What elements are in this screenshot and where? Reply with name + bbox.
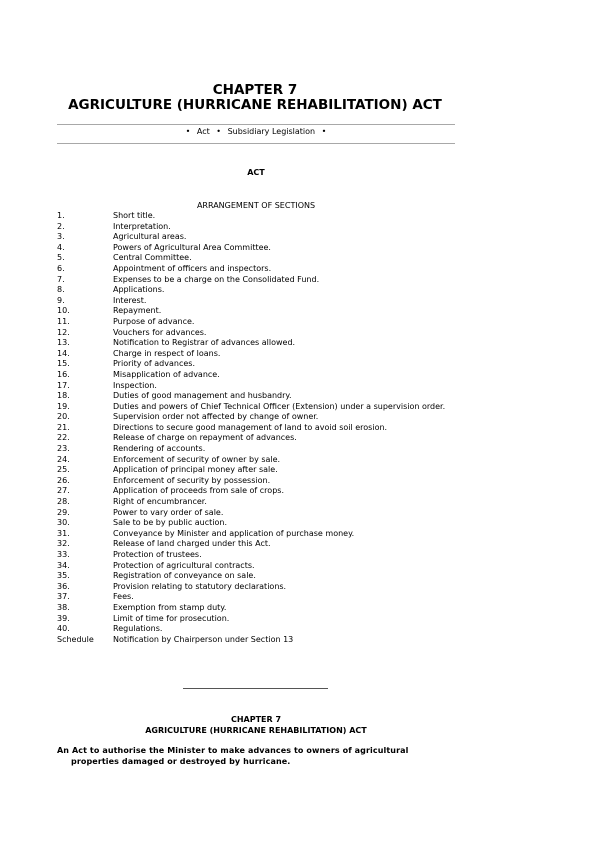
section-number: 3. (57, 232, 65, 242)
section-number: 31. (57, 528, 70, 538)
section-number: 39. (57, 613, 70, 623)
bottom-rule (57, 143, 455, 144)
section-number: 21. (57, 422, 70, 432)
section-entry[interactable] (57, 635, 455, 646)
section-number: 28. (57, 497, 70, 507)
section-title[interactable]: Duties of good management and husbandry. (113, 391, 292, 401)
bullet-glyph: • (185, 127, 191, 136)
section-number: 29. (57, 507, 70, 517)
section-number: 10. (57, 306, 70, 316)
section-title[interactable]: Short title. (113, 211, 156, 220)
section-number: 33. (57, 550, 70, 559)
section-title[interactable]: Central Committee. (113, 253, 192, 263)
section-title[interactable]: Notification by Chairperson under Section 13 (113, 634, 294, 644)
act-heading: ACT (247, 168, 265, 177)
section-title[interactable]: Powers of Agricultural Area Committee. (113, 242, 271, 252)
act-title-heading: AGRICULTURE (HURRICANE REHABILITATION) ACT (68, 97, 442, 113)
section-number: 35. (57, 571, 70, 581)
section-entry[interactable] (57, 592, 455, 603)
section-title[interactable]: Fees. (113, 592, 134, 602)
section-entry[interactable] (57, 402, 455, 413)
section-title[interactable]: Exemption from stamp duty. (113, 602, 227, 612)
section-entry[interactable] (57, 328, 455, 339)
section-entry[interactable] (57, 455, 455, 466)
section-entry[interactable] (57, 211, 455, 222)
section-title[interactable]: Directions to secure good management of land to avoid soil erosion. (113, 422, 388, 432)
section-entry[interactable] (57, 285, 455, 296)
bullet-glyph: • (321, 127, 327, 136)
section-entry[interactable] (57, 603, 455, 614)
section-title[interactable]: Conveyance by Minister and application of purchase money. (113, 528, 355, 538)
section-number: 20. (57, 412, 70, 422)
body-act-title: AGRICULTURE (HURRICANE REHABILITATION) ACT (145, 726, 367, 735)
section-number: 19. (57, 401, 70, 411)
section-number: 5. (57, 253, 65, 263)
section-title[interactable]: Expenses to be a charge on the Consolidated Fund. (113, 274, 320, 284)
section-number: 1. (57, 211, 65, 220)
section-entry[interactable] (57, 486, 455, 497)
section-entry[interactable] (57, 582, 455, 593)
section-title[interactable]: Interpretation. (113, 221, 171, 231)
section-entry[interactable] (57, 423, 455, 434)
section-entry[interactable] (57, 381, 455, 392)
section-number: 23. (57, 444, 70, 454)
section-number: 12. (57, 327, 70, 337)
section-entry[interactable] (57, 306, 455, 317)
section-title[interactable]: Priority of advances. (113, 359, 195, 369)
section-title[interactable]: Application of proceeds from sale of crops. (113, 486, 284, 496)
section-number: 16. (57, 369, 70, 379)
section-entry[interactable] (57, 338, 455, 349)
section-title[interactable]: Limit of time for prosecution. (113, 613, 230, 623)
section-entry[interactable] (57, 561, 455, 572)
section-title[interactable]: Inspection. (113, 380, 157, 390)
section-title[interactable]: Protection of agricultural contracts. (113, 560, 255, 570)
section-number: 32. (57, 539, 70, 549)
arrangement-heading: ARRANGEMENT OF SECTIONS (196, 201, 316, 210)
section-title[interactable]: Right of encumbrancer. (113, 497, 207, 507)
section-title[interactable]: Duties and powers of Chief Technical Officer (Extension) under a supervision order. (113, 401, 446, 411)
section-number: 34. (57, 560, 70, 570)
section-title[interactable]: Power to vary order of sale. (113, 507, 224, 517)
section-title[interactable]: Application of principal money after sale. (113, 465, 278, 475)
section-title[interactable]: Regulations. (113, 624, 163, 634)
act-link[interactable]: Act (196, 127, 210, 136)
subnav-links (57, 127, 455, 137)
section-number: 30. (57, 518, 70, 528)
section-number: 6. (57, 263, 65, 273)
section-entry[interactable] (57, 529, 455, 540)
section-entry[interactable] (57, 497, 455, 508)
section-number: 9. (57, 295, 65, 305)
section-number: 38. (57, 602, 70, 612)
section-title[interactable]: Supervision order not affected by change of owner. (113, 412, 319, 422)
section-number: 11. (57, 316, 70, 326)
section-number: 22. (57, 433, 70, 443)
section-entry[interactable] (57, 624, 455, 635)
section-divider (183, 688, 328, 689)
section-title[interactable]: Sale to be by public auction. (113, 518, 227, 528)
section-entry[interactable] (57, 571, 455, 582)
section-number: 25. (57, 465, 70, 475)
section-title[interactable]: Release of land charged under this Act. (113, 539, 271, 549)
section-entry[interactable] (57, 317, 455, 328)
section-number: 8. (57, 285, 65, 295)
section-entry[interactable] (57, 296, 455, 307)
section-number: 2. (57, 221, 65, 231)
top-rule (57, 124, 455, 125)
section-entry[interactable] (57, 349, 455, 360)
section-title[interactable]: Charge in respect of loans. (113, 348, 221, 358)
section-entry[interactable] (57, 444, 455, 455)
section-title[interactable]: Notification to Registrar of advances allowed. (113, 338, 296, 348)
section-title[interactable]: Vouchers for advances. (113, 327, 207, 337)
section-title[interactable]: Appointment of officers and inspectors. (113, 263, 272, 273)
section-title[interactable]: Enforcement of security by possession. (113, 475, 271, 485)
section-number: 15. (57, 359, 70, 369)
section-title[interactable]: Provision relating to statutory declarations. (113, 581, 287, 591)
section-number: 27. (57, 486, 70, 496)
section-entry[interactable] (57, 243, 455, 254)
bullet-glyph: • (216, 127, 222, 136)
section-entry[interactable] (57, 539, 455, 550)
section-title[interactable]: Misapplication of advance. (113, 369, 220, 379)
section-entry[interactable] (57, 253, 455, 264)
section-number: 7. (57, 274, 65, 284)
section-entry[interactable] (57, 465, 455, 476)
section-entry[interactable] (57, 433, 455, 444)
section-title[interactable]: Protection of trustees. (113, 550, 202, 559)
section-entry[interactable] (57, 550, 455, 561)
sections-list (57, 211, 455, 645)
section-title[interactable]: Release of charge on repayment of advances. (113, 433, 297, 443)
section-entry[interactable] (57, 232, 455, 243)
section-entry[interactable] (57, 359, 455, 370)
section-number: 14. (57, 348, 70, 358)
section-number: 24. (57, 454, 70, 464)
section-entry[interactable] (57, 508, 455, 519)
section-title[interactable]: Enforcement of security of owner by sale. (113, 454, 281, 464)
section-number: 18. (57, 391, 70, 401)
section-number: 4. (57, 242, 65, 252)
section-entry[interactable] (57, 222, 455, 233)
long-title: An Act to authorise the Minister to make advances to owners of agricultural properties damaged or destroyed by hurricane. (57, 746, 409, 766)
subsidiary-legislation-link[interactable]: Subsidiary Legislation (227, 127, 316, 136)
section-number: 13. (57, 338, 70, 348)
section-entry[interactable] (57, 476, 455, 487)
section-number: 36. (57, 581, 70, 591)
section-entry[interactable] (57, 412, 455, 423)
section-entry[interactable] (57, 275, 455, 286)
section-number: 17. (57, 380, 70, 390)
section-entry[interactable] (57, 518, 455, 529)
chapter-number-heading: CHAPTER 7 (212, 82, 298, 98)
section-title[interactable]: Rendering of accounts. (113, 444, 206, 454)
section-number: Schedule (57, 634, 94, 644)
section-entry[interactable] (57, 370, 455, 381)
section-number: 37. (57, 592, 70, 602)
section-entry[interactable] (57, 264, 455, 275)
section-title[interactable]: Applications. (113, 285, 165, 295)
section-number: 26. (57, 475, 70, 485)
section-entry[interactable] (57, 391, 455, 402)
section-title[interactable]: Interest. (113, 295, 147, 305)
section-number: 40. (57, 624, 70, 634)
section-title[interactable]: Repayment. (113, 306, 162, 316)
section-title[interactable]: Registration of conveyance on sale. (113, 571, 256, 581)
body-chapter-heading: CHAPTER 7 (230, 715, 282, 724)
section-title[interactable]: Purpose of advance. (113, 316, 195, 326)
section-title[interactable]: Agricultural areas. (113, 232, 187, 242)
section-entry[interactable] (57, 614, 455, 625)
